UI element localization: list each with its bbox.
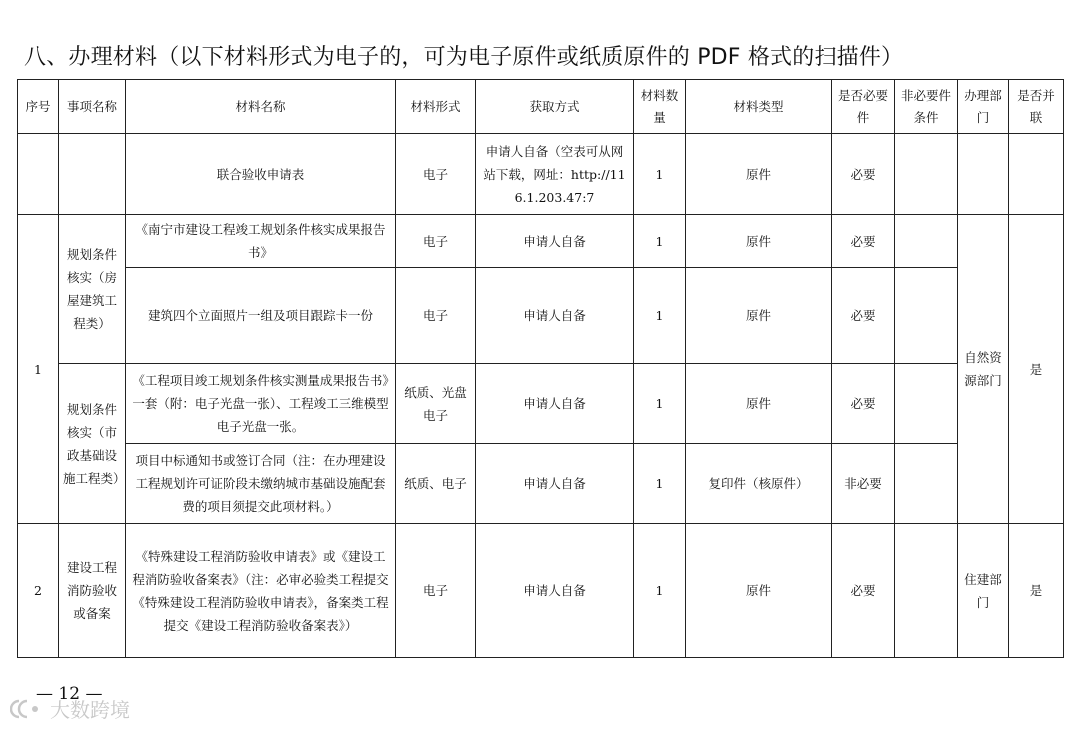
material-required: 非必要	[832, 444, 895, 524]
material-source: 申请人自备	[476, 524, 634, 658]
joint-cell: 是	[1009, 215, 1064, 524]
material-type: 复印件（核原件）	[686, 444, 832, 524]
material-name: 《南宁市建设工程竣工规划条件核实成果报告书》	[126, 215, 396, 268]
table-row	[18, 524, 1064, 658]
nonreq-cell	[895, 215, 958, 268]
material-source: 申请人自备（空表可从网站下载，网址：http://116.1.203.47:7	[476, 134, 634, 215]
material-type: 原件	[686, 134, 832, 215]
header-qty: 材料数量	[634, 80, 686, 134]
materials-table	[17, 79, 1064, 658]
dept-cell: 自然资源部门	[958, 215, 1009, 524]
header-name: 材料名称	[126, 80, 396, 134]
material-required: 必要	[832, 134, 895, 215]
item-cell	[59, 134, 126, 215]
material-qty: 1	[634, 268, 686, 364]
material-form: 电子	[396, 215, 476, 268]
section-heading: 八、办理材料（以下材料形式为电子的，可为电子原件或纸质原件的 PDF 格式的扫描件）	[24, 45, 904, 70]
material-form: 纸质、光盘电子	[396, 364, 476, 444]
material-required: 必要	[832, 524, 895, 658]
material-source: 申请人自备	[476, 215, 634, 268]
seq-cell: 1	[18, 215, 59, 524]
watermark-text: 大数跨境	[50, 698, 130, 722]
header-type: 材料类型	[686, 80, 832, 134]
material-type: 原件	[686, 268, 832, 364]
watermark	[10, 694, 130, 723]
material-qty: 1	[634, 134, 686, 215]
joint-cell	[1009, 134, 1064, 215]
material-form: 电子	[396, 524, 476, 658]
header-seq: 序号	[18, 80, 59, 134]
material-qty: 1	[634, 364, 686, 444]
material-required: 必要	[832, 215, 895, 268]
material-qty: 1	[634, 215, 686, 268]
joint-cell: 是	[1009, 524, 1064, 658]
table-row	[18, 364, 1064, 444]
item-cell: 规划条件核实（房屋建筑工程类）	[59, 215, 126, 364]
material-type: 原件	[686, 524, 832, 658]
material-qty: 1	[634, 444, 686, 524]
material-qty: 1	[634, 524, 686, 658]
nonreq-cell	[895, 268, 958, 364]
table-row	[18, 444, 1064, 524]
page-number: — 12 —	[36, 684, 103, 704]
header-row	[18, 80, 1064, 134]
table-row	[18, 215, 1064, 268]
nonreq-cell	[895, 364, 958, 444]
header-source: 获取方式	[476, 80, 634, 134]
material-source: 申请人自备	[476, 444, 634, 524]
material-form: 纸质、电子	[396, 444, 476, 524]
header-joint: 是否并联	[1009, 80, 1064, 134]
header-nonreq: 非必要件条件	[895, 80, 958, 134]
material-name: 《工程项目竣工规划条件核实测量成果报告书》一套（附：电子光盘一张）、工程竣工三维模型电子光盘一张。	[126, 364, 396, 444]
watermark-logo-icon	[10, 697, 44, 721]
seq-cell: 2	[18, 524, 59, 658]
material-name: 联合验收申请表	[126, 134, 396, 215]
material-name: 建筑四个立面照片一组及项目跟踪卡一份	[126, 268, 396, 364]
material-type: 原件	[686, 215, 832, 268]
header-required: 是否必要件	[832, 80, 895, 134]
material-name: 项目中标通知书或签订合同（注：在办理建设工程规划许可证阶段未缴纳城市基础设施配套费的项目须提交此项材料。）	[126, 444, 396, 524]
header-item: 事项名称	[59, 80, 126, 134]
item-cell: 规划条件核实（市政基础设施工程类）	[59, 364, 126, 524]
material-required: 必要	[832, 268, 895, 364]
material-name: 《特殊建设工程消防验收申请表》或《建设工程消防验收备案表》（注：必审必验类工程提交《特殊建设工程消防验收申请表》，备案类工程提交《建设工程消防验收备案表》）	[126, 524, 396, 658]
material-required: 必要	[832, 364, 895, 444]
table-row	[18, 268, 1064, 364]
dept-cell: 住建部门	[958, 524, 1009, 658]
dept-cell	[958, 134, 1009, 215]
material-type: 原件	[686, 364, 832, 444]
header-form: 材料形式	[396, 80, 476, 134]
table-row	[18, 134, 1064, 215]
nonreq-cell	[895, 444, 958, 524]
material-source: 申请人自备	[476, 364, 634, 444]
seq-cell	[18, 134, 59, 215]
material-form: 电子	[396, 268, 476, 364]
material-form: 电子	[396, 134, 476, 215]
header-dept: 办理部门	[958, 80, 1009, 134]
item-cell: 建设工程消防验收或备案	[59, 524, 126, 658]
nonreq-cell	[895, 134, 958, 215]
nonreq-cell	[895, 524, 958, 658]
material-source: 申请人自备	[476, 268, 634, 364]
